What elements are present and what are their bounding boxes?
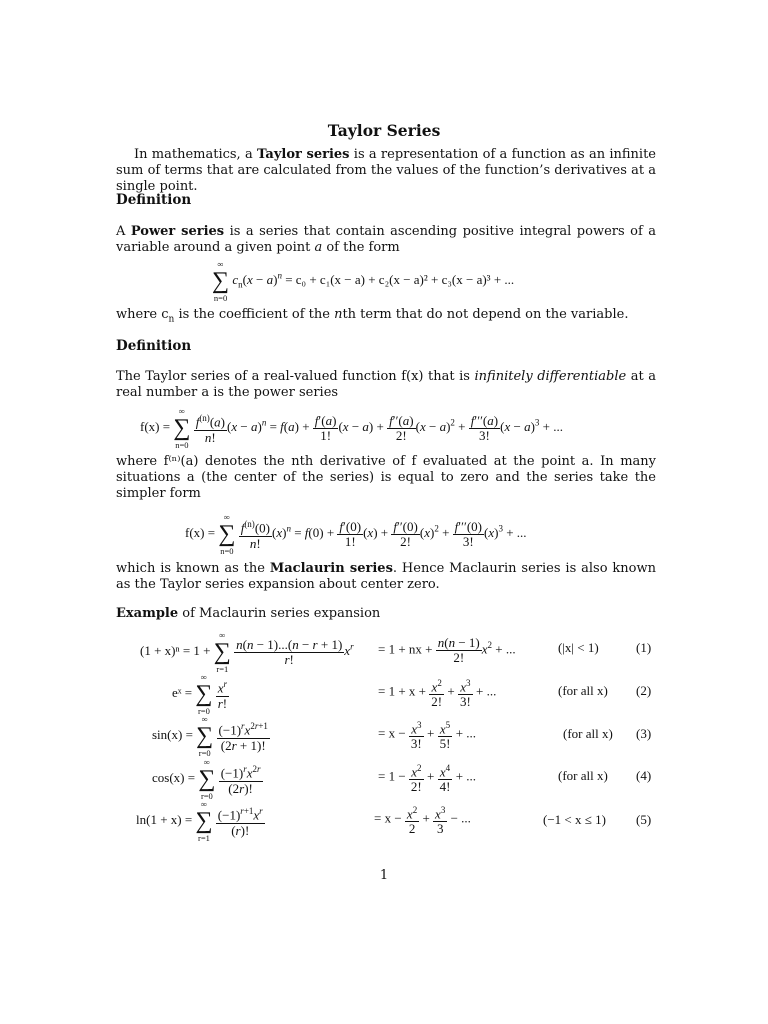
taylor-definition-paragraph: [116, 369, 656, 401]
sum-symbol: ∞ ∑ n=0: [212, 259, 230, 303]
coef-text: where c: [116, 307, 169, 322]
intro-paragraph: [116, 147, 656, 195]
example-rhs-4: = 1 − $\frac{x^2}{2!}$ + $\frac{x^4}{4!}$ + ...: [378, 763, 477, 795]
ps-text-3: of the form: [322, 240, 400, 255]
ex5-rhs: = x −: [374, 810, 402, 826]
example-condition-4: (for all x): [558, 768, 608, 783]
ex3-lhs: sin(x) =: [152, 726, 193, 742]
example-equation-3: sin(x) = ∞ ∑ r=0 $\frac{(-1)^rx^{2r+1}}{(2r + 1)!}$: [152, 714, 268, 758]
maclaurin-lhs: f(x) =: [185, 524, 216, 540]
ps-text: A: [116, 224, 131, 239]
power-series-paragraph: [116, 224, 656, 256]
equation-number-2: (2): [636, 683, 652, 698]
maclaurin-paragraph: [116, 561, 656, 593]
example-condition-5: (−1 < x ≤ 1): [543, 812, 606, 827]
ex2-lhs: eˣ =: [172, 684, 193, 700]
power-series-equation: ∞ ∑ n=0 $c_n(x - a)^n = c_0 + c_1(x - a) + c_2(x - a)^2 + c_3(x - a)^3$ + ...: [212, 259, 515, 303]
definition-heading-2: Definition: [116, 338, 192, 354]
page-number: 1: [379, 868, 389, 883]
example-equation-4: cos(x) = ∞ ∑ r=0 $\frac{(-1)^rx^{2r}}{(2r)!}$: [152, 757, 261, 801]
definition-heading-1: Definition: [116, 192, 192, 208]
example-condition-1: (|x| < 1): [558, 640, 599, 655]
sum-symbol: ∞ ∑ n=0: [218, 512, 236, 556]
ex1-rhs: = 1 + nx +: [378, 641, 433, 657]
ex4-lhs: cos(x) =: [152, 769, 196, 785]
example-equation-2: eˣ = ∞ ∑ r=0 $\frac{x^r}{r!}$: [172, 672, 228, 716]
coef-text-2: is the coefficient of the: [174, 307, 335, 322]
equation-number-4: (4): [636, 768, 652, 783]
ps-var: a: [314, 240, 323, 255]
ex2-rhs: = 1 + x +: [378, 683, 426, 699]
mp-bold: Maclaurin series: [269, 561, 393, 576]
intro-bold: Taylor series: [257, 147, 350, 162]
example-heading: [116, 606, 656, 622]
equation-number-5: (5): [636, 812, 652, 827]
mp-text: which is known as the: [116, 561, 270, 576]
ex4-rhs: = 1 −: [378, 768, 406, 784]
intro-text: In mathematics, a: [134, 147, 257, 162]
ex3-rhs: = x −: [378, 725, 406, 741]
taylor-lhs: f(x) =: [140, 418, 171, 434]
td-text: The Taylor series of a real-valued function f(x) that is: [116, 369, 475, 384]
ps-text-2: is a series that contain ascending positive integral powers of a variable around a given point: [116, 224, 656, 255]
sum-symbol: ∞ ∑ n=0: [173, 406, 191, 450]
ex1-lhs: (1 + x)ⁿ = 1 +: [140, 642, 211, 658]
example-rhs-1: = 1 + nx + $\frac{n(n - 1)}{2!}$ $x^2$ + ...: [378, 635, 516, 665]
coef-sub: n: [168, 314, 175, 325]
page-title: Taylor Series: [327, 121, 441, 140]
example-condition-2: (for all x): [558, 683, 608, 698]
power-series-rhs: = c₀ + c₁(x − a) + c₂(x − a)² + c₃(x − a)³ + ...: [285, 271, 515, 287]
equation-number-3: (3): [636, 726, 652, 741]
td-italic: infinitely differentiable: [474, 369, 627, 384]
example-condition-3: (for all x): [563, 726, 613, 741]
ps-bold: Power series: [130, 224, 225, 239]
maclaurin-equation: f(x) = ∞ ∑ n=0 $\frac{f^{(n)}(0)}{n!}$ $(x)^n = f(0)$ + $\frac{f'(0)}{1!}$ (x) + $\frac{f''(0)}{2!}$ $(x)^2$ + $\frac{f'''(0)}{3!}$ $(x)^3$ + ...: [185, 512, 527, 556]
coef-var: n: [334, 307, 343, 322]
example-equation-5: ln(1 + x) = ∞ ∑ r=1 $\frac{(-1)^{r+1}x^r}{(r)!}$: [136, 799, 263, 843]
example-rhs-2: = 1 + x + $\frac{x^2}{2!}$ + $\frac{x^3}{3!}$ + ...: [378, 678, 497, 710]
example-bold: Example: [116, 606, 179, 621]
taylor-note-paragraph: where f⁽ⁿ⁾(a) denotes the nth derivative of f evaluated at the point a. In many situations a (the center of the series) is equal to zero and the series take the simpler form: [116, 454, 656, 501]
coef-text-3: th term that do not depend on the variable.: [342, 307, 629, 322]
example-rhs-3: = x − $\frac{x^3}{3!}$ + $\frac{x^5}{5!}$ + ...: [378, 720, 477, 752]
equation-number-1: (1): [636, 640, 652, 655]
ex5-lhs: ln(1 + x) =: [136, 811, 193, 827]
example-equation-1: (1 + x)ⁿ = 1 + ∞ ∑ r=1 $\frac{n(n - 1)...(n - r + 1)}{r!}$ $x^r$: [140, 630, 354, 674]
mp-text-2: . Hence Maclaurin series is also known as the Taylor series expansion about center zero.: [116, 561, 656, 592]
intro-text-2: is a representation of a function as an infinite sum of terms that are calculated from the values of the function’s derivatives at a single point.: [116, 147, 657, 194]
taylor-series-equation: f(x) = ∞ ∑ n=0 $\frac{f^{(n)}(a)}{n!}$ $(x - a)^n = f(a)$ + $\frac{f'(a)}{1!}$ (x − a) + $\frac{f''(a)}{2!}$ $(x - a)^2$ + $\frac{f'''(a)}{3!}$ $(x - a)^3$ + ...: [140, 406, 563, 450]
coefficient-note: [116, 307, 656, 328]
example-text: of Maclaurin series expansion: [178, 606, 381, 621]
td-text-2: at a real number a is the power series: [116, 369, 656, 400]
example-rhs-5: = x − $\frac{x^2}{2}$ + $\frac{x^3}{3}$ − ...: [374, 805, 471, 837]
